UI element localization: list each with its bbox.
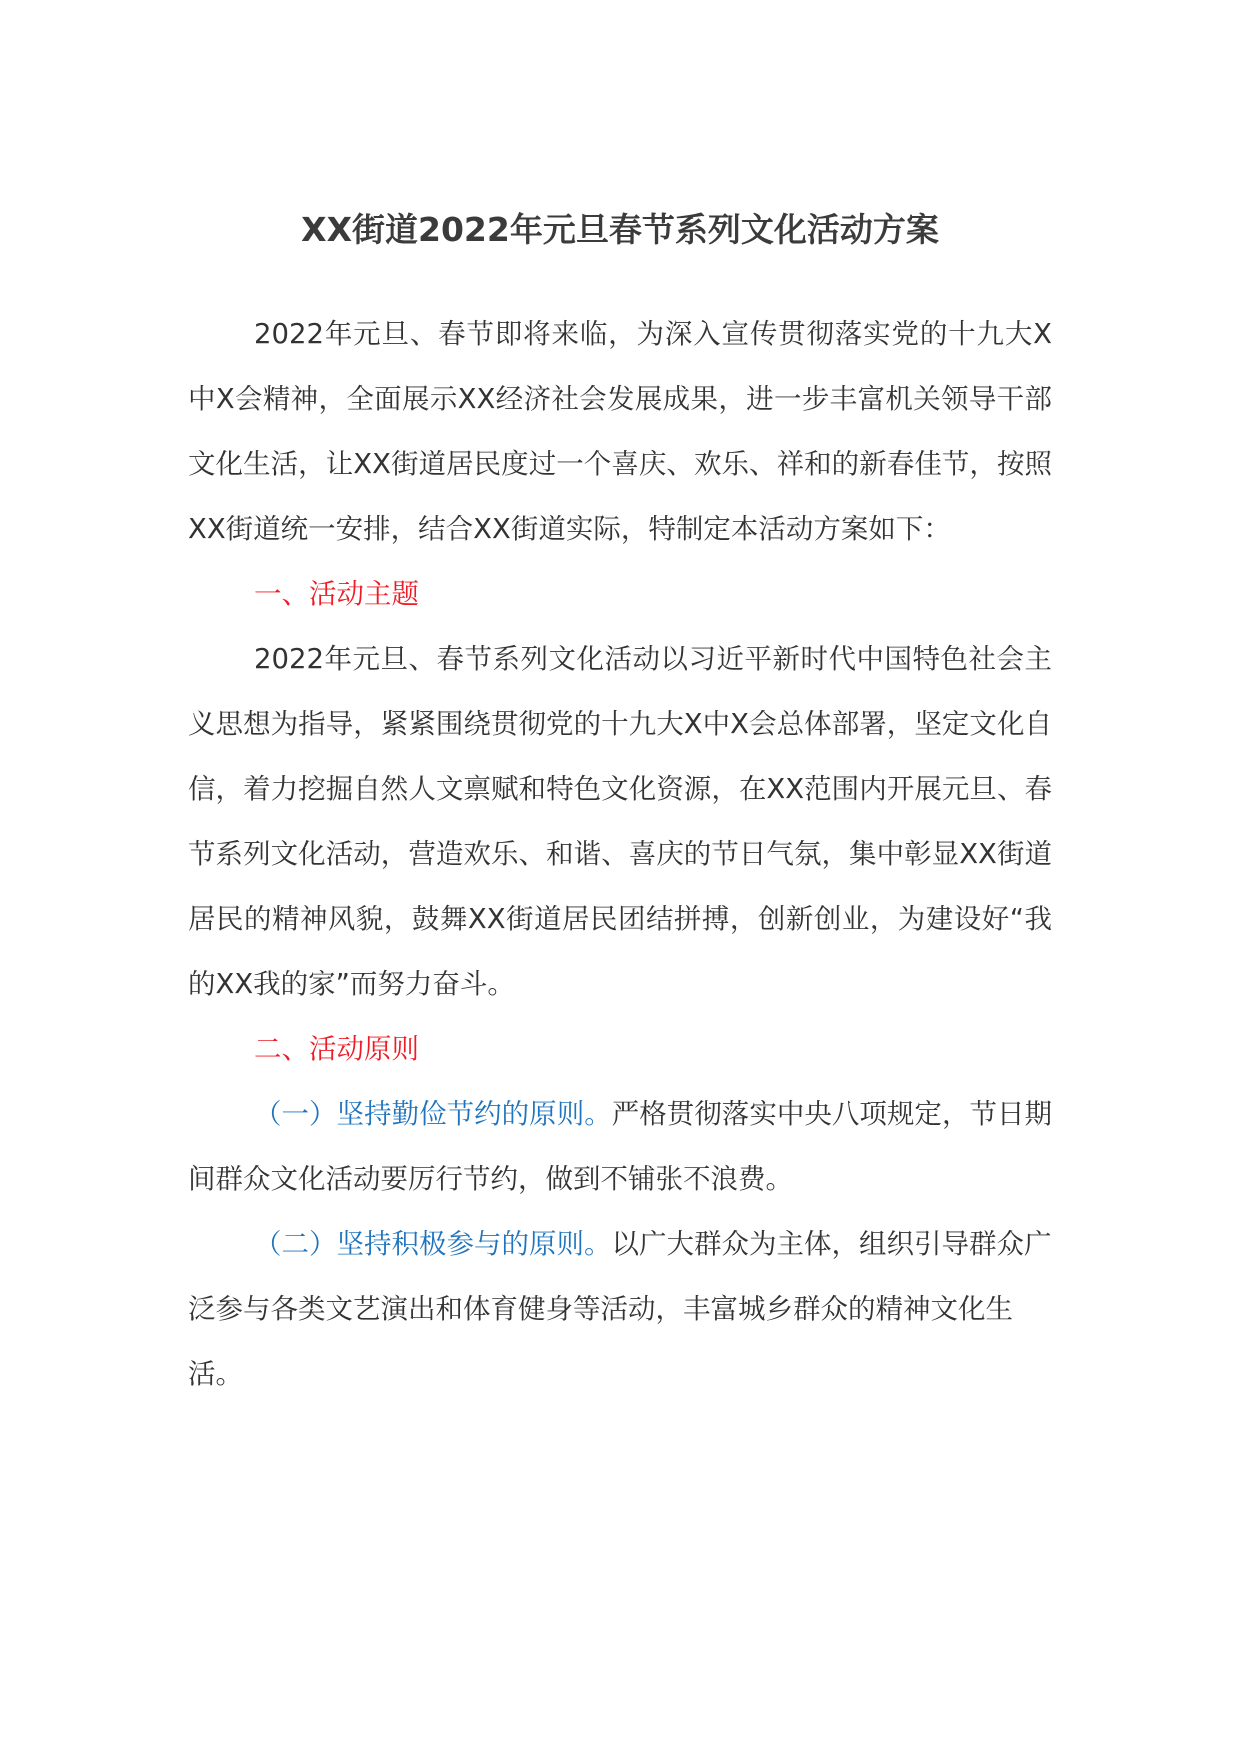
principle-text-1: 严格贯彻落实中央八项规定，节日期间群众文化活动要厉行节约，做到不铺张不浪费。 (188, 1098, 1053, 1195)
section-heading-principles: 二、活动原则 (254, 1033, 419, 1065)
document-body (188, 302, 1052, 1407)
intro-paragraph: 2022年元旦、春节即将来临，为深入宣传贯彻落实党的十九大X中X会精神，全面展示XX经济社会发展成果，进一步丰富机关领导干部文化生活，让XX街道居民度过一个喜庆、欢乐、祥和的新春佳节，按照XX街道统一安排，结合XX街道实际，特制定本活动方案如下： (188, 318, 1052, 545)
theme-paragraph: 2022年元旦、春节系列文化活动以习近平新时代中国特色社会主义思想为指导，紧紧围绕贯彻党的十九大X中X会总体部署，坚定文化自信，着力挖掘自然人文禀赋和特色文化资源，在XX范围内开展元旦、春节系列文化活动，营造欢乐、和谐、喜庆的节日气氛，集中彰显XX街道居民的精神风貌，鼓舞XX街道居民团结拼搏，创新创业，为建设好“我的XX我的家”而努力奋斗。 (188, 643, 1052, 1000)
principle-label-2: （二）坚持积极参与的原则。 (254, 1228, 612, 1260)
principle-paragraph-2 (188, 1212, 1052, 1407)
principle-label-1: （一）坚持勤俭节约的原则。 (254, 1098, 612, 1130)
principle-paragraph-1 (188, 1082, 1052, 1212)
principle-text-2: 以广大群众为主体，组织引导群众广泛参与各类文艺演出和体育健身等活动，丰富城乡群众的精神文化生活。 (188, 1228, 1052, 1390)
document-title: XX街道2022年元旦春节系列文化活动方案 (301, 210, 939, 249)
section-heading-theme: 一、活动主题 (254, 578, 419, 610)
